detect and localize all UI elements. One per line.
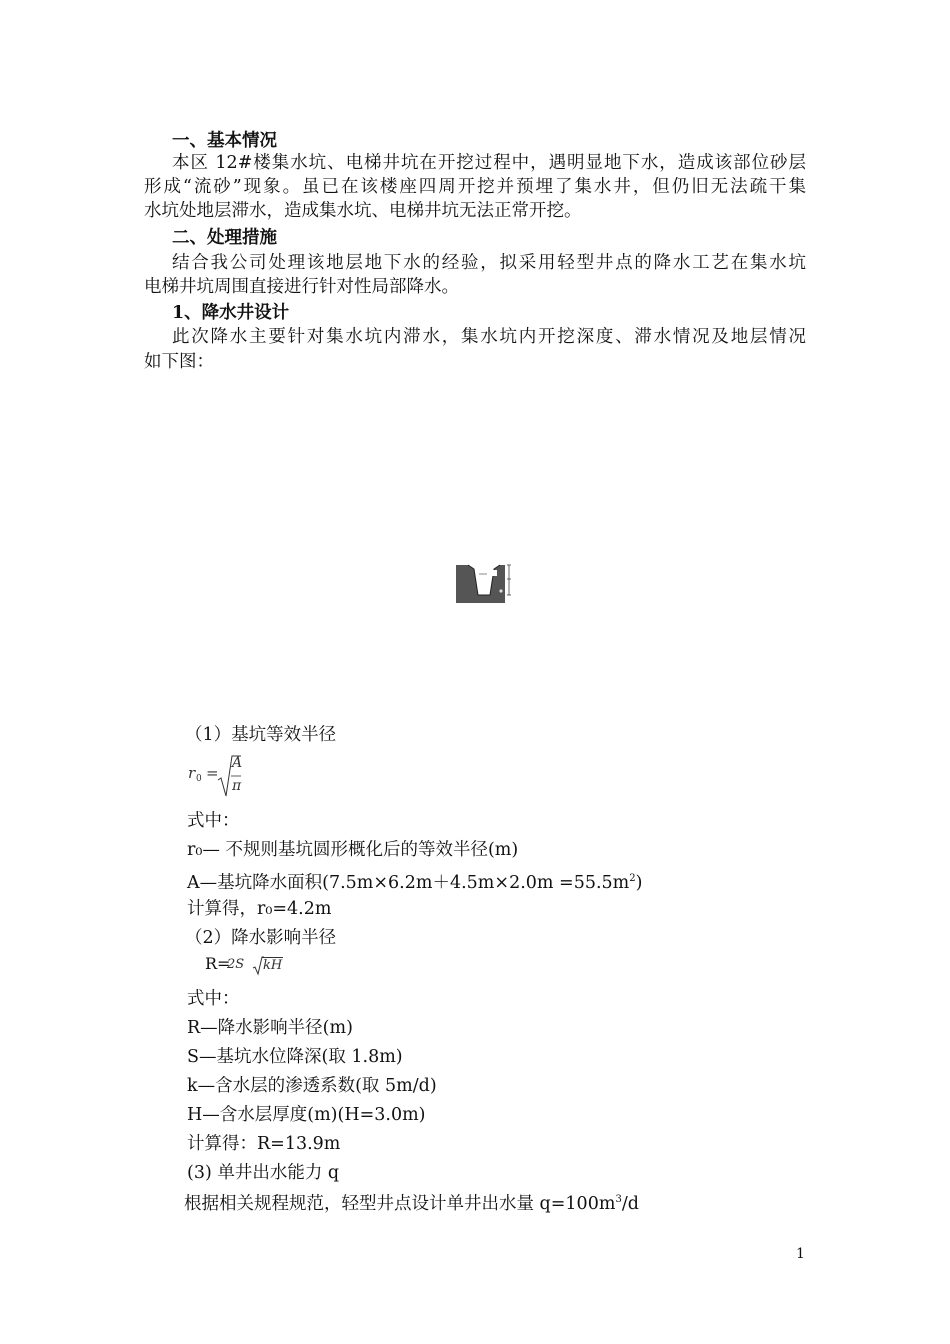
page-number: 1: [796, 1246, 805, 1262]
formula-coefficient: 2S: [227, 957, 245, 972]
formula-influence-radius: [205, 954, 295, 982]
calc-heading-equivalent-radius: （1）基坑等效半径: [185, 725, 337, 745]
paragraph-line: 根据相关规程规范，轻型井点设计单井出水量 $q=100m^3/d$: [184, 1193, 639, 1214]
formula-denominator: π: [232, 778, 242, 794]
calc-heading-influence-radius: （2）降水影响半径: [185, 928, 337, 948]
result-line: 计算得：R=13.9m: [187, 1134, 341, 1154]
formula-lhs: r: [188, 764, 196, 782]
definition-line: R—降水影响半径(m): [187, 1018, 353, 1038]
paragraph-line: 电梯井坑周围直接进行针对性局部降水。: [144, 277, 459, 297]
definition-line: k—含水层的渗透系数(取 5m/d): [187, 1076, 437, 1096]
result-line: 计算得，r₀=4.2m: [187, 899, 332, 919]
definition-line: S—基坑水位降深(取 1.8m): [187, 1047, 403, 1067]
formula-lhs: R=: [205, 954, 231, 973]
formula-equivalent-radius: [188, 754, 268, 800]
definition-line: r₀— 不规则基坑圆形概化后的等效半径(m): [187, 840, 519, 860]
where-label: 式中：: [187, 989, 240, 1009]
paragraph-line: 此次降水主要针对集水坑内滞水，集水坑内开挖深度、滞水情况及地层情况: [172, 327, 806, 347]
section-heading-well-design: 1、降水井设计: [172, 303, 290, 323]
definition-line: A—基坑降水面积$(7.5m\times 6.2m+4.5m\times 2.0m =55.5m^2)$: [187, 872, 643, 893]
paragraph-line: 如下图：: [144, 352, 214, 372]
formula-equals: =: [206, 764, 219, 782]
definition-line: H—含水层厚度(m)(H=3.0m): [187, 1105, 426, 1125]
paragraph-line: 本区 12#楼集水坑、电梯井坑在开挖过程中，遇明显地下水，造成该部位砂层: [172, 153, 806, 173]
formula-radicand: kH: [263, 958, 283, 973]
paragraph-line: 水坑处地层滞水，造成集水坑、电梯井坑无法正常开挖。: [144, 201, 582, 221]
section-heading-basic: 一、基本情况: [172, 131, 277, 151]
paragraph-line: 形成“流砂”现象。虽已在该楼座四周开挖并预埋了集水井，但仍旧无法疏干集: [144, 177, 806, 197]
paragraph-line: 结合我公司处理该地层地下水的经验，拟采用轻型井点的降水工艺在集水坑: [172, 253, 806, 273]
formula-subscript: 0: [196, 774, 202, 784]
section-heading-measures: 二、处理措施: [172, 228, 277, 248]
calc-heading-single-well: (3) 单井出水能力 q: [187, 1163, 340, 1183]
where-label: 式中：: [187, 811, 240, 831]
pit-section-figure: [454, 561, 512, 607]
formula-numerator: A: [232, 755, 243, 771]
